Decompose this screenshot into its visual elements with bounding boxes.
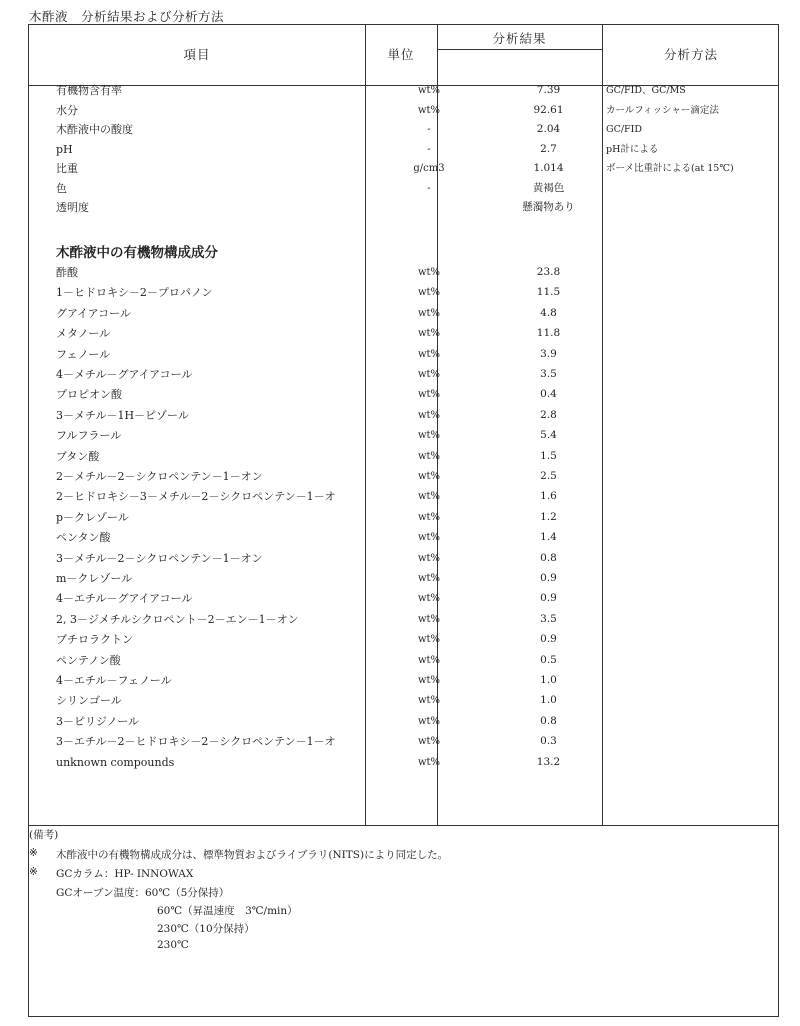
table-row: [29, 140, 778, 159]
note-line-2: GCカラム：HP- INNOWAX: [56, 868, 194, 880]
row-unit: -: [427, 143, 431, 155]
row-value: 7.39: [536, 84, 561, 96]
note-line-5: 230℃（10分保持）: [157, 923, 255, 935]
table-row: [29, 120, 778, 139]
header-item: 項目: [183, 47, 211, 62]
row-value: 0.3: [540, 735, 557, 748]
row-value: 2.7: [540, 142, 557, 155]
table-row: [29, 651, 778, 670]
row-value: 懸濁物あり: [522, 201, 575, 213]
table-row: [29, 198, 778, 217]
note-line-1: 木酢液中の有機物構成成分は、標準物質およびライブラリ(NITS)により同定した。: [56, 849, 449, 861]
row-unit: wt%: [417, 348, 441, 360]
row-unit: wt%: [417, 511, 441, 523]
row-item: 比重: [56, 162, 78, 175]
row-unit: wt%: [417, 695, 441, 707]
row-value: 1.6: [540, 490, 557, 503]
table-row: [29, 712, 778, 731]
row-value: 1.014: [533, 162, 564, 174]
row-value: 3.5: [540, 368, 557, 380]
row-value: 11.5: [536, 286, 561, 299]
document-title: 木酢液 分析結果および分析方法: [29, 9, 225, 24]
row-item: プロピオン酸: [56, 388, 122, 402]
row-unit: wt%: [417, 85, 441, 96]
row-unit: wt%: [417, 267, 441, 278]
row-value: 1.0: [540, 694, 557, 707]
row-unit: wt%: [417, 756, 441, 768]
row-unit: -: [427, 124, 431, 135]
row-item: フルフラール: [56, 429, 122, 443]
row-value: 2.04: [536, 123, 561, 135]
row-item: ブタン酸: [56, 449, 100, 463]
table-row: [29, 263, 778, 282]
row-item: メタノール: [56, 327, 111, 341]
table-row: [29, 671, 778, 690]
table-row: [29, 691, 778, 710]
row-unit: wt%: [417, 532, 441, 544]
row-item: 1－ヒドロキシ－2－プロパノン: [56, 286, 213, 300]
row-unit: wt%: [417, 736, 441, 748]
row-unit: wt%: [417, 450, 441, 462]
row-item: ペンタン酸: [56, 531, 111, 545]
row-value: 4.8: [540, 306, 557, 319]
header-method: 分析方法: [663, 47, 718, 62]
table-row: [29, 406, 778, 425]
row-value: 5.4: [540, 429, 557, 442]
row-value: 黄褐色: [532, 181, 565, 194]
row-value: 0.9: [540, 633, 557, 646]
row-unit: wt%: [417, 409, 441, 421]
table-row: [29, 385, 778, 404]
note-mark: ※: [29, 847, 38, 859]
row-item: 酢酸: [56, 266, 78, 279]
row-item: unknown compounds: [56, 755, 175, 769]
row-item: 水分: [56, 103, 78, 117]
header-divider: [437, 49, 602, 50]
table-row: [29, 345, 778, 364]
analysis-table: [28, 24, 779, 1017]
row-value: 2.8: [540, 408, 557, 421]
row-item: 2, 3－ジメチルシクロペント－2－エン－1－オン: [56, 612, 299, 626]
row-unit: wt%: [417, 430, 441, 442]
table-row: [29, 528, 778, 547]
row-unit: wt%: [417, 471, 441, 482]
row-unit: wt%: [417, 328, 441, 340]
row-method: GC/FID、GC/MS: [606, 85, 686, 96]
row-item: ブチロラクトン: [56, 633, 133, 647]
table-row: [29, 487, 778, 506]
table-row: [29, 630, 778, 649]
row-item: 色: [56, 181, 67, 195]
row-unit: wt%: [417, 593, 441, 605]
row-item: フェノール: [56, 347, 111, 361]
row-item: 3－ピリジノール: [56, 714, 140, 728]
table-row: [29, 426, 778, 445]
table-row: [29, 467, 778, 486]
row-value: 0.4: [540, 388, 557, 401]
row-item: 2－メチル－2－シクロペンテン－1－オン: [56, 470, 263, 483]
row-item: シリンゴール: [56, 694, 122, 708]
row-value: 3.5: [540, 612, 557, 625]
row-item: p－クレゾール: [56, 510, 129, 524]
table-row: [29, 101, 778, 120]
row-unit: wt%: [417, 715, 441, 727]
row-value: 1.2: [540, 510, 557, 523]
row-value: 23.8: [536, 266, 561, 278]
row-item: pH: [56, 142, 73, 156]
header-result: 分析結果: [492, 31, 547, 46]
row-unit: wt%: [417, 287, 441, 299]
row-unit: wt%: [417, 675, 441, 686]
row-item: 3－メチル－2－シクロペンテン－1－オン: [56, 551, 263, 565]
row-item: ペンテノン酸: [56, 653, 121, 667]
row-item: 4－エチル－グアイアコール: [56, 592, 193, 606]
table-row: [29, 324, 778, 343]
row-value: 0.8: [540, 551, 557, 564]
table-row: [29, 304, 778, 323]
row-unit: wt%: [417, 307, 441, 319]
table-row: [29, 159, 778, 178]
note-line-3: GCオーブン温度：60℃（5分保持）: [56, 887, 230, 899]
table-row: [29, 81, 778, 100]
table-row: [29, 179, 778, 198]
table-row: [29, 753, 778, 772]
row-value: 13.2: [536, 755, 561, 768]
row-method: GC/FID: [606, 124, 643, 135]
row-item: 透明度: [56, 201, 89, 214]
section-heading: 木酢液中の有機物構成成分: [56, 245, 218, 261]
row-value: 1.4: [540, 531, 557, 544]
row-value: 0.9: [540, 572, 557, 584]
row-unit: wt%: [417, 104, 441, 116]
row-value: 2.5: [540, 470, 557, 482]
table-row: [29, 447, 778, 466]
table-row: [29, 569, 778, 588]
row-unit: -: [427, 182, 431, 194]
row-item: 3－エチル－2－ヒドロキシ－2－シクロペンテン－1－オ: [56, 735, 336, 749]
table-row: [29, 549, 778, 568]
table-row: [29, 508, 778, 527]
table-row: [29, 283, 778, 302]
note-line-6: 230℃: [157, 939, 189, 951]
row-unit: wt%: [417, 389, 441, 401]
notes-heading: (備考): [29, 829, 59, 841]
row-item: m－クレゾール: [56, 572, 133, 585]
table-row: [29, 589, 778, 608]
row-unit: wt%: [417, 634, 441, 646]
row-value: 3.9: [540, 347, 557, 360]
row-value: 0.5: [540, 653, 557, 666]
row-value: 0.8: [540, 714, 557, 727]
row-item: 4－エチル－フェノール: [56, 674, 172, 687]
row-value: 1.5: [540, 449, 557, 462]
note-mark: ※: [29, 866, 38, 878]
row-unit: wt%: [417, 654, 441, 666]
table-row: [29, 610, 778, 629]
table-row: [29, 365, 778, 384]
row-item: 3－メチル－1H－ピゾール: [56, 408, 189, 422]
row-value: 0.9: [540, 592, 557, 605]
row-item: グアイアコール: [56, 306, 131, 320]
table-row: [29, 732, 778, 751]
row-unit: wt%: [417, 369, 441, 380]
row-item: 木酢液中の酸度: [56, 123, 133, 136]
row-method: カールフィッシャー滴定法: [606, 104, 719, 116]
row-method: ボーメ比重計による(at 15℃): [606, 163, 734, 174]
row-item: 有機物含有率: [56, 84, 122, 97]
row-method: pH計による: [606, 143, 659, 155]
row-value: 1.0: [540, 674, 557, 686]
header-unit: 単位: [387, 47, 415, 62]
row-unit: g/cm3: [413, 163, 445, 174]
note-line-4: 60℃（昇温速度 3℃/min）: [157, 905, 298, 917]
row-unit: wt%: [417, 613, 441, 625]
row-value: 11.8: [536, 327, 561, 340]
row-item: 4－メチル－グアイアコール: [56, 368, 193, 381]
row-value: 92.61: [533, 103, 564, 116]
row-unit: wt%: [417, 573, 441, 584]
row-item: 2－ヒドロキシ－3－メチル－2－シクロペンテン－1－オ: [56, 490, 336, 504]
row-unit: wt%: [417, 552, 441, 564]
row-unit: wt%: [417, 491, 441, 503]
notes-divider: [29, 825, 778, 826]
